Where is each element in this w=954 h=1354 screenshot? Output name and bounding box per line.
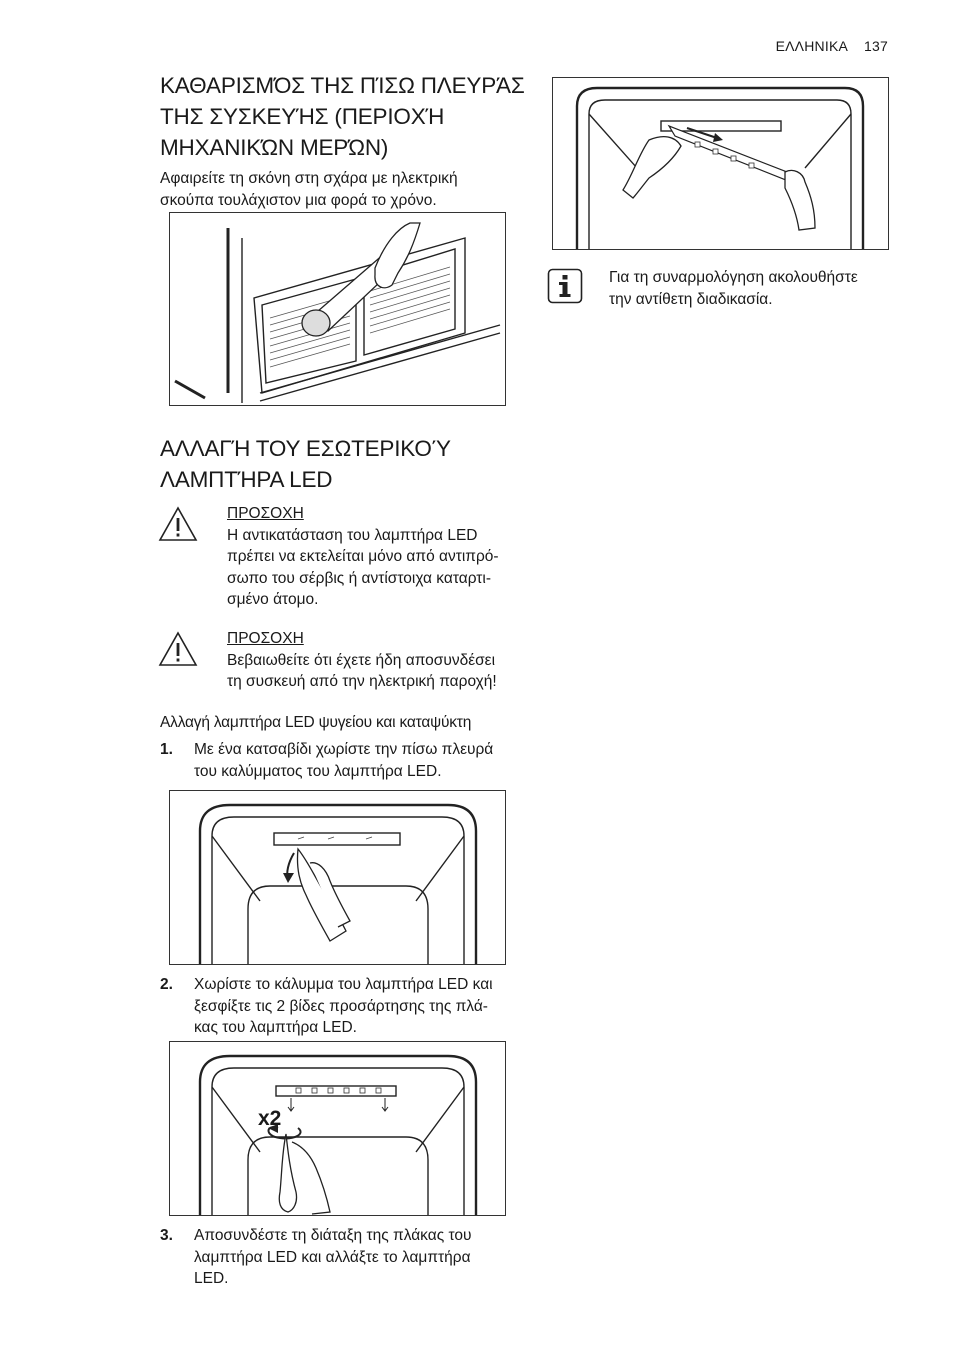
page-header (776, 38, 888, 54)
warning-line: Η αντικατάσταση του λαμπτήρα LED (227, 526, 478, 544)
page-number: 137 (864, 38, 888, 54)
section-title-led (160, 433, 451, 495)
title-line: ΑΛΛΑΓΉ ΤΟΥ ΕΣΩΤΕΡΙΚΟΎ (160, 436, 451, 461)
step-number: 1. (160, 741, 173, 758)
led-cover-pry-illustration (170, 791, 505, 964)
step-line: κας του λαμπτήρα LED. (194, 1019, 357, 1036)
warning-triangle-icon (158, 631, 198, 667)
warning-box-2 (227, 628, 497, 693)
step-line: λαμπτήρα LED και αλλάξτε το λαμπτήρα (194, 1248, 471, 1266)
step-line: LED. (194, 1270, 229, 1287)
warning-line: πρέπει να εκτελείται μόνο από αντιπρό- (227, 548, 499, 565)
warning-line: Βεβαιωθείτε ότι έχετε ήδη αποσυνδέσει (227, 651, 496, 669)
warning-box-1 (227, 503, 499, 611)
figure-step-2 (169, 1041, 506, 1216)
text-line: Αφαιρείτε τη σκόνη στη σχάρα με ηλεκτρική (160, 170, 458, 187)
step-line: Αποσυνδέστε τη διάταξη της πλάκας του (194, 1227, 472, 1244)
title-line: ΤΗΣ ΣΥΣΚΕΥΉΣ (ΠΕΡΙΟΧΉ (160, 104, 445, 129)
warning-title: ΠΡΟΣΟΧΗ (227, 630, 304, 647)
warning-title: ΠΡΟΣΟΧΗ (227, 505, 304, 522)
subheading-led-change: Αλλαγή λαμπτήρα LED ψυγείου και καταψύκτη (160, 714, 472, 731)
language-label: ΕΛΛΗΝΙΚΑ (775, 38, 849, 54)
warning-line: σωπο του σέρβις ή αντίστοιχα καταρτι- (227, 569, 492, 587)
warning-line: σμένο άτομο. (227, 591, 319, 608)
step-2 (160, 974, 510, 1039)
figure-step-1 (169, 790, 506, 965)
note-line: Για τη συναρμολόγηση ακολουθήστε (609, 269, 858, 286)
vacuum-grille-illustration (170, 213, 505, 405)
title-line: ΚΑΘΑΡΙΣΜΌΣ ΤΗΣ ΠΊΣΩ ΠΛΕΥΡΆΣ (160, 73, 525, 98)
step-number: 2. (160, 976, 173, 993)
led-screws-illustration (170, 1042, 505, 1215)
figure-vacuum-grille (169, 212, 506, 406)
section-title-clean-back (160, 70, 525, 163)
screw-count-label: x2 (258, 1107, 282, 1130)
note-line: την αντίθετη διαδικασία. (609, 290, 773, 308)
assembly-note (609, 267, 858, 310)
step-line: Με ένα κατσαβίδι χωρίστε την πίσω πλευρά (194, 741, 494, 758)
clean-instructions (160, 168, 458, 211)
title-line: ΛΑΜΠΤΉΡΑ LED (160, 467, 333, 492)
step-line: ξεσφίξτε τις 2 βίδες προσάρτησης της πλά- (194, 997, 488, 1015)
step-line: Χωρίστε το κάλυμμα του λαμπτήρα LED και (194, 976, 493, 993)
text-line: σκούπα τουλάχιστον μια φορά το χρόνο. (160, 191, 437, 209)
title-line: ΜΗΧΑΝΙΚΏΝ ΜΕΡΏΝ) (160, 135, 389, 160)
step-3 (160, 1225, 510, 1290)
step-number: 3. (160, 1227, 173, 1244)
led-plate-removal-illustration (553, 78, 888, 249)
step-1 (160, 739, 510, 782)
info-icon (547, 268, 583, 304)
step-line: του καλύμματος του λαμπτήρα LED. (194, 762, 442, 780)
warning-triangle-icon (158, 506, 198, 542)
figure-led-plate-removal (552, 77, 889, 250)
warning-line: τη συσκευή από την ηλεκτρική παροχή! (227, 673, 497, 690)
